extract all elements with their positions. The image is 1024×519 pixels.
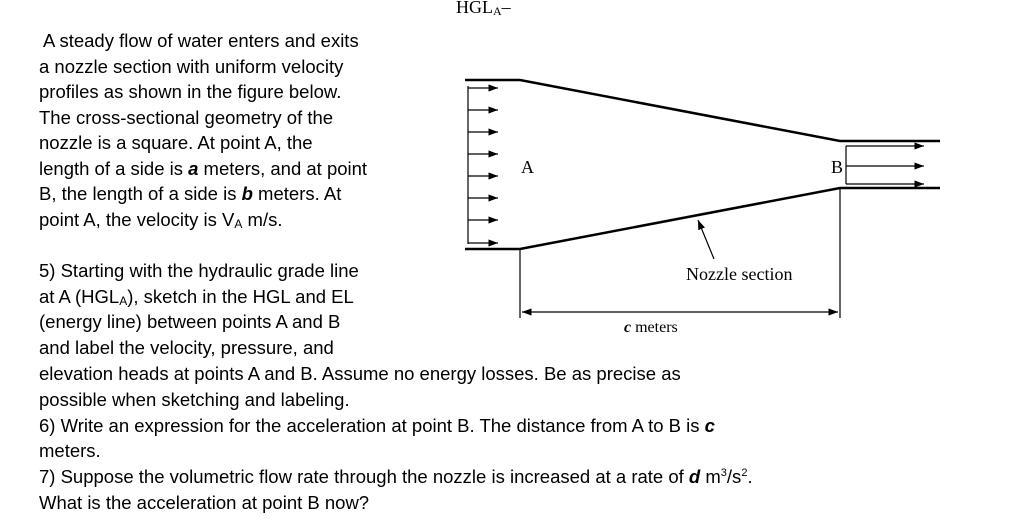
intro-line: point A, the velocity is $V_A$ m/s.: [39, 209, 283, 231]
outlet-velocity-profile: [846, 146, 924, 184]
inlet-velocity-profile: [468, 86, 498, 244]
q5-line: and label the velocity, pressure, and: [39, 337, 334, 358]
intro-line: a nozzle section with uniform velocity: [39, 56, 344, 77]
q5-line: possible when sketching and labeling.: [39, 389, 350, 410]
intro-line: nozzle is a square. At point A, the: [39, 132, 313, 153]
q7-line: 7) Suppose the volumetric flow rate through the nozzle is increased at a rate of d $m^3/s^2$.: [39, 466, 753, 487]
intro-line: A steady flow of water enters and exits: [43, 30, 359, 51]
q7-line: What is the acceleration at point B now?: [39, 492, 370, 513]
nozzle-pointer-arrow: [698, 220, 714, 259]
q6-line: 6) Write an expression for the acceleration at point B. The distance from A to B is c: [39, 415, 715, 436]
q5-line: (energy line) between points A and B: [39, 311, 341, 332]
q6-line: meters.: [39, 440, 101, 461]
nozzle-bottom-wall: [465, 188, 940, 249]
intro-line: profiles as shown in the figure below.: [39, 81, 342, 102]
q5-line: at A $(HGL_A)$, sketch in the HGL and EL: [39, 286, 354, 308]
nozzle-section-label: Nozzle section: [686, 264, 793, 284]
dimension-label: c meters: [624, 319, 678, 336]
hgl-a-label: $HGL_A-$: [456, 0, 511, 18]
intro-line: The cross-sectional geometry of the: [39, 107, 334, 128]
nozzle-top-wall: [465, 80, 940, 141]
intro-line: length of a side is a meters, and at point: [39, 158, 368, 179]
q5-line: elevation heads at points A and B. Assume no energy losses. Be as precise as: [39, 363, 681, 384]
q5-line: 5) Starting with the hydraulic grade line: [39, 260, 359, 281]
intro-line: B, the length of a side is b meters. At: [39, 183, 342, 204]
point-a-label: A: [521, 157, 534, 177]
point-b-label: B: [831, 157, 844, 177]
